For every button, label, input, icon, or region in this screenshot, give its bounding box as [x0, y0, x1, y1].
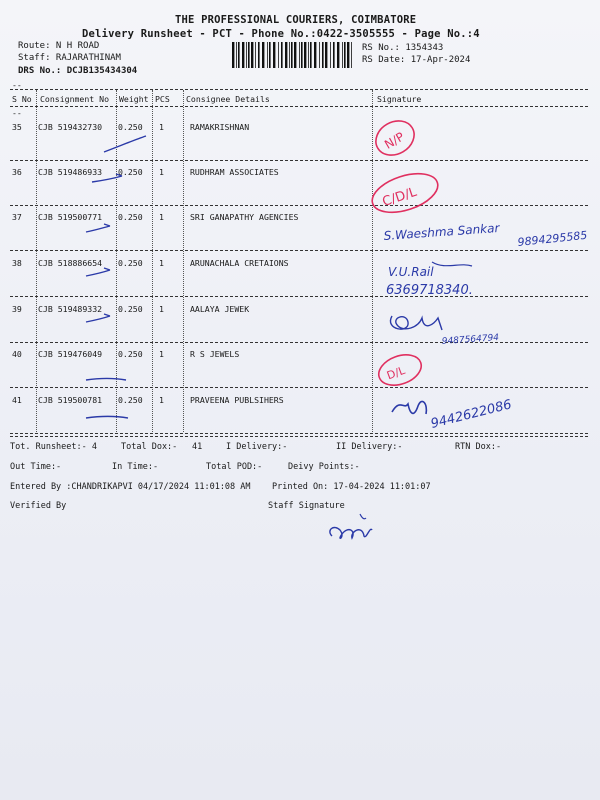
- phone-row-41: 9442622086: [429, 397, 514, 432]
- cell-pcs: 1: [159, 212, 164, 222]
- staff-signature-label: Staff Signature: [268, 501, 345, 511]
- cell-consignee: R S JEWELS: [190, 349, 240, 359]
- cell-consignment: CJB 519489332: [38, 304, 103, 314]
- cell-pcs: 1: [159, 122, 164, 132]
- cell-pcs: 1: [159, 395, 164, 405]
- cell-consignee: RUDHRAM ASSOCIATES: [190, 167, 279, 177]
- rtn-dox: RTN Dox:-: [455, 442, 502, 452]
- cell-sno: 39: [12, 304, 22, 314]
- verified-by: Verified By: [10, 501, 67, 511]
- totals-divider: [10, 436, 588, 437]
- cell-sno: 36: [12, 167, 22, 177]
- cell-sno: 38: [12, 258, 22, 268]
- lead-mark: --: [12, 108, 22, 118]
- cell-consignee: SRI GANAPATHY AGENCIES: [190, 212, 299, 222]
- cell-consignment: CJB 519476049: [38, 349, 103, 359]
- cell-consignment: CJB 519500781: [38, 395, 103, 405]
- signature-row-38: V.U.Rail: [388, 265, 434, 279]
- cell-pcs: 1: [159, 304, 164, 314]
- col-header-pcs: PCS: [155, 94, 170, 104]
- cell-weight: 0.250: [118, 167, 143, 177]
- printed-on: Printed On: 17-04-2024 11:01:07: [272, 482, 431, 492]
- phone-row-39: 9487564794: [441, 333, 500, 347]
- total-runsheet: Tot. Runsheet:- 4: [10, 442, 97, 452]
- col-header-signature: Signature: [377, 94, 422, 104]
- out-time: Out Time:-: [10, 462, 62, 472]
- cell-sno: 40: [12, 349, 22, 359]
- cell-weight: 0.250: [118, 212, 143, 222]
- stamp-dl: D/L: [385, 363, 407, 383]
- cell-sno: 37: [12, 212, 22, 222]
- rs-date: RS Date: 17-Apr-2024: [362, 55, 471, 65]
- i-delivery: I Delivery:-: [226, 442, 288, 452]
- entered-by: Entered By :CHANDRIKAPVI 04/17/2024 11:01:08 AM: [10, 482, 251, 492]
- delivery-points: Deivy Points:-: [288, 462, 360, 472]
- signature-row-37: S.Waeshma Sankar: [383, 220, 500, 243]
- staff-label: Staff: RAJARATHINAM: [18, 53, 121, 63]
- company-title: THE PROFESSIONAL COURIERS, COIMBATORE: [175, 14, 417, 26]
- lead-mark: --: [12, 80, 22, 90]
- cell-pcs: 1: [159, 258, 164, 268]
- route-label: Route: N H ROAD: [18, 41, 100, 51]
- total-pod: Total POD:-: [206, 462, 263, 472]
- phone-row-38: 6369718340.: [386, 283, 473, 298]
- col-header-sno: S No: [12, 94, 32, 104]
- in-time: In Time:-: [112, 462, 159, 472]
- col-header-consignment: Consignment No: [40, 94, 110, 104]
- col-header-weight: Weight: [119, 94, 149, 104]
- cell-consignment: CJB 518886654: [38, 258, 103, 268]
- cell-consignee: AALAYA JEWEK: [190, 304, 250, 314]
- ii-delivery: II Delivery:-: [336, 442, 403, 452]
- drs-number: DRS No.: DCJB135434304: [18, 66, 138, 76]
- runsheet-subtitle: Delivery Runsheet - PCT - Phone No.:0422-3505555 - Page No.:4: [82, 28, 480, 40]
- cell-pcs: 1: [159, 349, 164, 359]
- cell-consignee: ARUNACHALA CRETAIONS: [190, 258, 289, 268]
- stamp-cdl: C/D/L: [380, 184, 419, 210]
- cell-consignee: RAMAKRISHNAN: [190, 122, 250, 132]
- cell-consignment: CJB 519500771: [38, 212, 103, 222]
- total-dox-value: 41: [192, 442, 203, 452]
- cell-consignee: PRAVEENA PUBLSIHERS: [190, 395, 284, 405]
- cell-weight: 0.250: [118, 122, 143, 132]
- total-dox-label: Total Dox:-: [121, 442, 178, 452]
- cell-weight: 0.250: [118, 304, 143, 314]
- cell-weight: 0.250: [118, 395, 143, 405]
- col-header-consignee: Consignee Details: [186, 94, 270, 104]
- cell-consignment: CJB 519432730: [38, 122, 103, 132]
- cell-pcs: 1: [159, 167, 164, 177]
- cell-weight: 0.250: [118, 349, 143, 359]
- cell-consignment: CJB 519486933: [38, 167, 103, 177]
- cell-sno: 41: [12, 395, 22, 405]
- phone-row-37: 9894295585: [516, 228, 588, 249]
- cell-sno: 35: [12, 122, 22, 132]
- cell-weight: 0.250: [118, 258, 143, 268]
- stamp-np: N/P: [382, 129, 407, 152]
- rs-number: RS No.: 1354343: [362, 43, 444, 53]
